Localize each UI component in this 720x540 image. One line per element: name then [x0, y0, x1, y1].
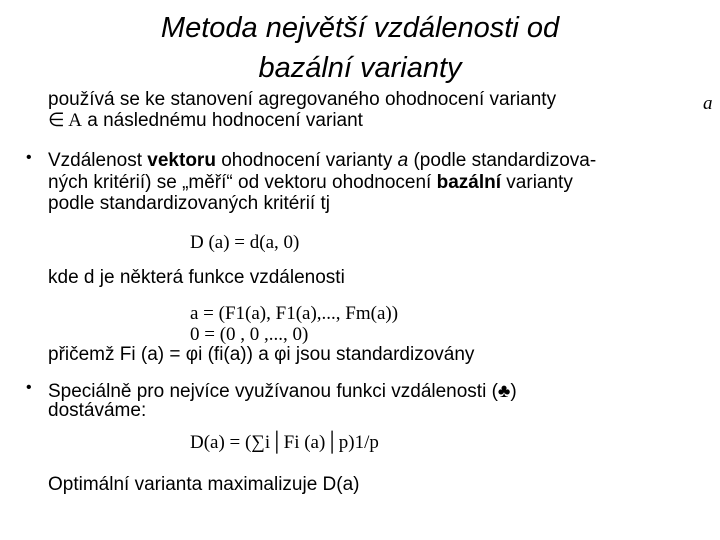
- formula-distance: D (a) = d(a, 0): [190, 232, 300, 253]
- bullet-1-marker: •: [26, 149, 32, 166]
- intro-line-2: [48, 110, 363, 132]
- bullet-1-line-2: ných kritérií) se „měří“ od vektoru ohodnocení bazální varianty: [48, 172, 573, 193]
- vector-a-definition: a = (F1(a), F1(a),..., Fm(a)): [190, 303, 399, 324]
- side-letter: a: [703, 93, 713, 114]
- bullet-2-line-2: dostáváme:: [48, 400, 147, 421]
- bullet-2-line-1: Speciálně pro nejvíce využívanou funkci vzdálenosti (♣): [48, 381, 517, 402]
- bullet-1-line-1: Vzdálenost vektoru ohodnocení varianty a (podle standardizova-: [48, 150, 597, 171]
- intro-line-1: používá se ke stanovení agregovaného ohodnocení varianty: [48, 89, 557, 110]
- distance-function-note: kde d je některá funkce vzdálenosti: [48, 267, 345, 288]
- bullet-2-marker: •: [26, 379, 32, 396]
- slide-title-line-1: Metoda největší vzdálenosti od: [160, 12, 560, 44]
- standardization-note: přičemž Fi (a) = φi (fi(a)) a φi jsou standardizovány: [48, 344, 475, 365]
- intro-line-2-text: a následnému hodnocení variant: [87, 110, 363, 131]
- bullet-1-line-3: podle standardizovaných kritérií tj: [48, 193, 330, 214]
- formula-p-norm: D(a) = (∑i│Fi (a)│p)1/p: [190, 432, 379, 453]
- conclusion: Optimální varianta maximalizuje D(a): [48, 474, 360, 495]
- element-of-symbol: ∈ A: [48, 110, 82, 131]
- zero-vector-definition: 0 = (0 , 0 ,..., 0): [190, 324, 309, 345]
- slide-title-line-2: bazální varianty: [258, 52, 462, 84]
